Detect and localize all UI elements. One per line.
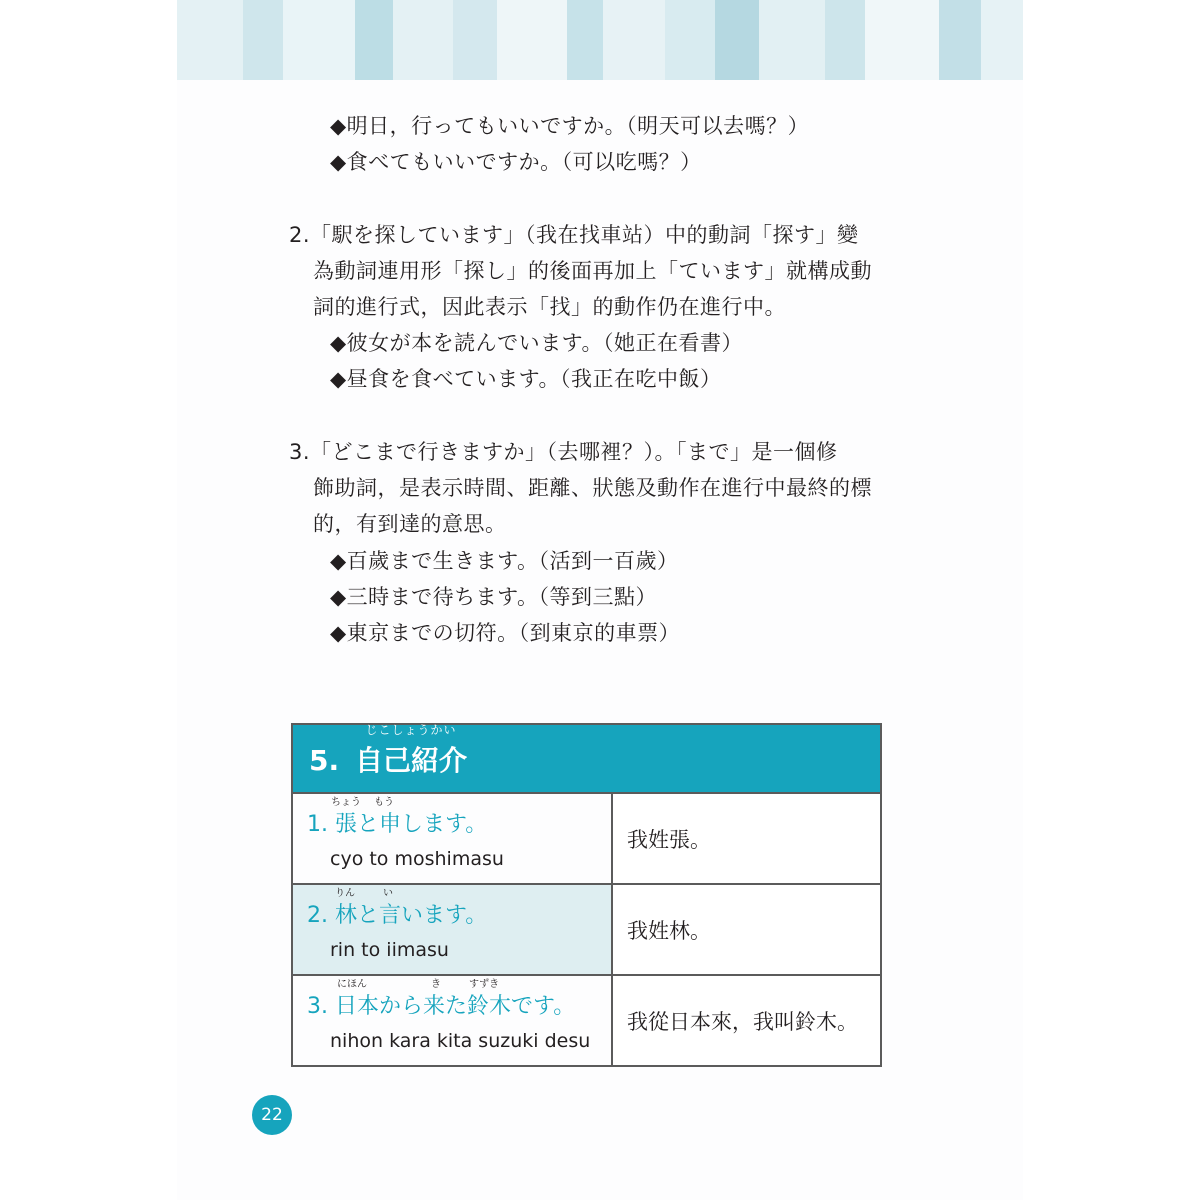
- point-3-line-3: 的，有到達的意思。: [313, 512, 507, 536]
- phrase-zh: 我姓張。: [627, 827, 711, 852]
- ruby: もう: [374, 797, 394, 808]
- stripe: [939, 0, 981, 80]
- section-title-wrap: [355, 722, 468, 779]
- stripe: [243, 0, 283, 80]
- point-2-line-2: 為動詞連用形「探し」的後面再加上「ています」就構成動: [313, 259, 872, 283]
- phrase-jp: [293, 979, 611, 1020]
- stripe: [497, 0, 567, 80]
- phrase-jp-cell: [292, 975, 612, 1066]
- section-title: 自己紹介: [355, 743, 468, 777]
- stripe: [567, 0, 603, 80]
- ruby: ちょう: [331, 797, 361, 808]
- example-line: ◆彼女が本を読んでいます。（她正在看書）: [330, 331, 743, 355]
- stripe: [453, 0, 497, 80]
- phrase-jp: [293, 888, 611, 929]
- phrase-romaji: cyo to moshimasu: [330, 848, 504, 870]
- point-3-line-1: 3.「どこまで行きますか」（去哪裡？）。「まで」是一個修: [289, 440, 838, 464]
- example-line: ◆東京までの切符。（到東京的車票）: [330, 621, 681, 645]
- stripe: [283, 0, 355, 80]
- stripe: [355, 0, 393, 80]
- phrase-table: [291, 723, 882, 1067]
- ruby: い: [383, 888, 393, 899]
- example-line: ◆昼食を食べています。（我正在吃中飯）: [330, 367, 722, 391]
- stripe: [865, 0, 939, 80]
- section-header-cell: [292, 724, 881, 793]
- phrase-zh: 我姓林。: [627, 918, 711, 943]
- phrase-romaji: rin to iimasu: [330, 939, 449, 961]
- phrase-row: [292, 793, 881, 884]
- point-3-line-2: 飾助詞，是表示時間、距離、狀態及動作在進行中最終的標: [313, 476, 872, 500]
- phrase-zh-cell: [612, 793, 881, 884]
- example-line: ◆明日，行ってもいいですか。（明天可以去嗎？）: [330, 114, 810, 138]
- stripe: [177, 0, 243, 80]
- section-header: [292, 724, 881, 793]
- ruby: りん: [335, 888, 355, 899]
- point-2-line-1: 2.「駅を探しています」（我在找車站）中的動詞「探す」變: [289, 223, 859, 247]
- phrase-jp-text: 2. 林と言います。: [307, 903, 488, 928]
- phrase-jp-cell: [292, 884, 612, 975]
- header-stripes: [177, 0, 1023, 80]
- example-line: ◆食べてもいいですか。（可以吃嗎？）: [330, 150, 702, 174]
- example-line: ◆三時まで待ちます。（等到三點）: [330, 585, 657, 609]
- phrase-romaji: nihon kara kita suzuki desu: [330, 1030, 591, 1052]
- phrase-zh: 我從日本來，我叫鈴木。: [627, 1009, 858, 1034]
- stripe: [665, 0, 715, 80]
- page-number: 22: [252, 1095, 292, 1135]
- phrase-jp-text: 1. 張と申します。: [307, 812, 488, 837]
- stripe: [981, 0, 1023, 80]
- ruby: き: [431, 979, 441, 990]
- stripe: [715, 0, 759, 80]
- stripe: [393, 0, 453, 80]
- section-number: 5.: [309, 743, 340, 777]
- phrase-jp-cell: [292, 793, 612, 884]
- phrase-row: [292, 975, 881, 1066]
- phrase-row: [292, 884, 881, 975]
- stripe: [825, 0, 865, 80]
- example-line: ◆百歲まで生きます。（活到一百歲）: [330, 549, 679, 573]
- ruby: すずき: [469, 979, 500, 990]
- phrase-zh-cell: [612, 884, 881, 975]
- stripe: [759, 0, 825, 80]
- phrase-jp-text: 3. 日本から来た鈴木です。: [307, 994, 576, 1019]
- ruby: にほん: [337, 979, 367, 990]
- phrase-jp: [293, 797, 611, 838]
- phrase-zh-cell: [612, 975, 881, 1066]
- section-title-ruby: じこしょうかい: [365, 722, 457, 737]
- point-2-line-3: 詞的進行式，因此表示「找」的動作仍在進行中。: [313, 295, 786, 319]
- stripe: [603, 0, 665, 80]
